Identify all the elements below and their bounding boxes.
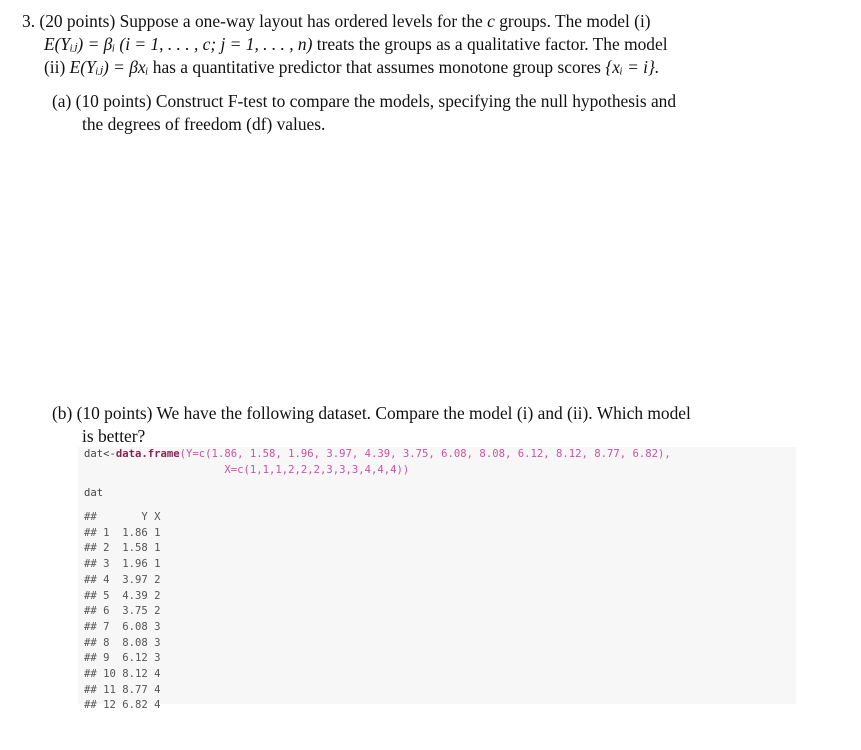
model-ii-label: (ii) (44, 57, 66, 77)
question-number: 3. (22, 11, 36, 31)
part-b-line-1 (52, 402, 802, 425)
part-b-text-2: is better? (82, 426, 146, 446)
output-row: ## 12 6.82 4 (84, 699, 161, 712)
question-line-1 (22, 10, 812, 33)
part-a (52, 90, 802, 136)
code-y-args: (Y=c(1.86, 1.58, 1.96, 3.97, 4.39, 3.75, 6.08, 8.08, 6.12, 8.12, 8.77, 6.82), (179, 448, 671, 460)
output-row: ## 10 8.12 4 (84, 667, 161, 680)
part-a-text-2: the degrees of freedom (df) values. (82, 114, 326, 134)
code-line-1 (84, 447, 796, 463)
output-row: ## 9 6.12 3 (84, 652, 161, 665)
output-row: ## 1 1.86 1 (84, 526, 161, 539)
output-row: ## 2 1.58 1 (84, 542, 161, 555)
output-row: ## 8 8.08 3 (84, 636, 161, 649)
output-row: ## 5 4.39 2 (84, 589, 161, 602)
question-text-3: has a quantitative predictor that assumes monotone group scores (152, 57, 601, 77)
output-row: ## 3 1.96 1 (84, 558, 161, 571)
question-text-1-end: groups. The model (i) (499, 11, 651, 31)
code-function: data.frame (115, 448, 180, 460)
code-print-cmd: dat (84, 487, 104, 500)
code-line-2 (84, 463, 796, 479)
question-3 (22, 10, 812, 79)
part-a-line-1 (52, 90, 802, 113)
group-scores-set: {xᵢ = i}. (605, 57, 660, 77)
output-header: ## Y X (84, 511, 161, 524)
part-b (52, 402, 802, 448)
question-line-2 (22, 33, 812, 56)
part-b-points: (10 points) (76, 403, 153, 423)
part-a-label: (a) (52, 91, 72, 111)
math-c: c (487, 11, 495, 31)
r-code-block (78, 447, 796, 712)
question-line-3 (22, 56, 812, 79)
question-points: (20 points) (39, 11, 116, 31)
output-row: ## 6 3.75 2 (84, 605, 161, 618)
part-a-points: (10 points) (75, 91, 152, 111)
part-a-text-1: Construct F-test to compare the models, specifying the null hypothesis and (155, 91, 677, 111)
part-b-label: (b) (52, 403, 73, 423)
question-text-2: treats the groups as a qualitative factor. The model (316, 34, 668, 54)
output-row: ## 7 6.08 3 (84, 620, 161, 633)
output-row: ## 4 3.97 2 (84, 573, 161, 586)
code-x-args: X=c(1,1,1,2,2,2,3,3,3,4,4,4)) (224, 463, 410, 476)
output-row: ## 11 8.77 4 (84, 683, 161, 696)
model-i-formula: E(Yᵢⱼ) = βᵢ (i = 1, . . . , c; j = 1, . . . , n) (44, 34, 313, 54)
code-assign: dat<- (84, 448, 116, 460)
part-b-text-1: We have the following dataset. Compare the model (i) and (ii). Which model (156, 403, 691, 423)
model-ii-formula: E(Yᵢⱼ) = βxᵢ (69, 57, 149, 77)
question-text-1: Suppose a one-way layout has ordered levels for the (119, 11, 483, 31)
